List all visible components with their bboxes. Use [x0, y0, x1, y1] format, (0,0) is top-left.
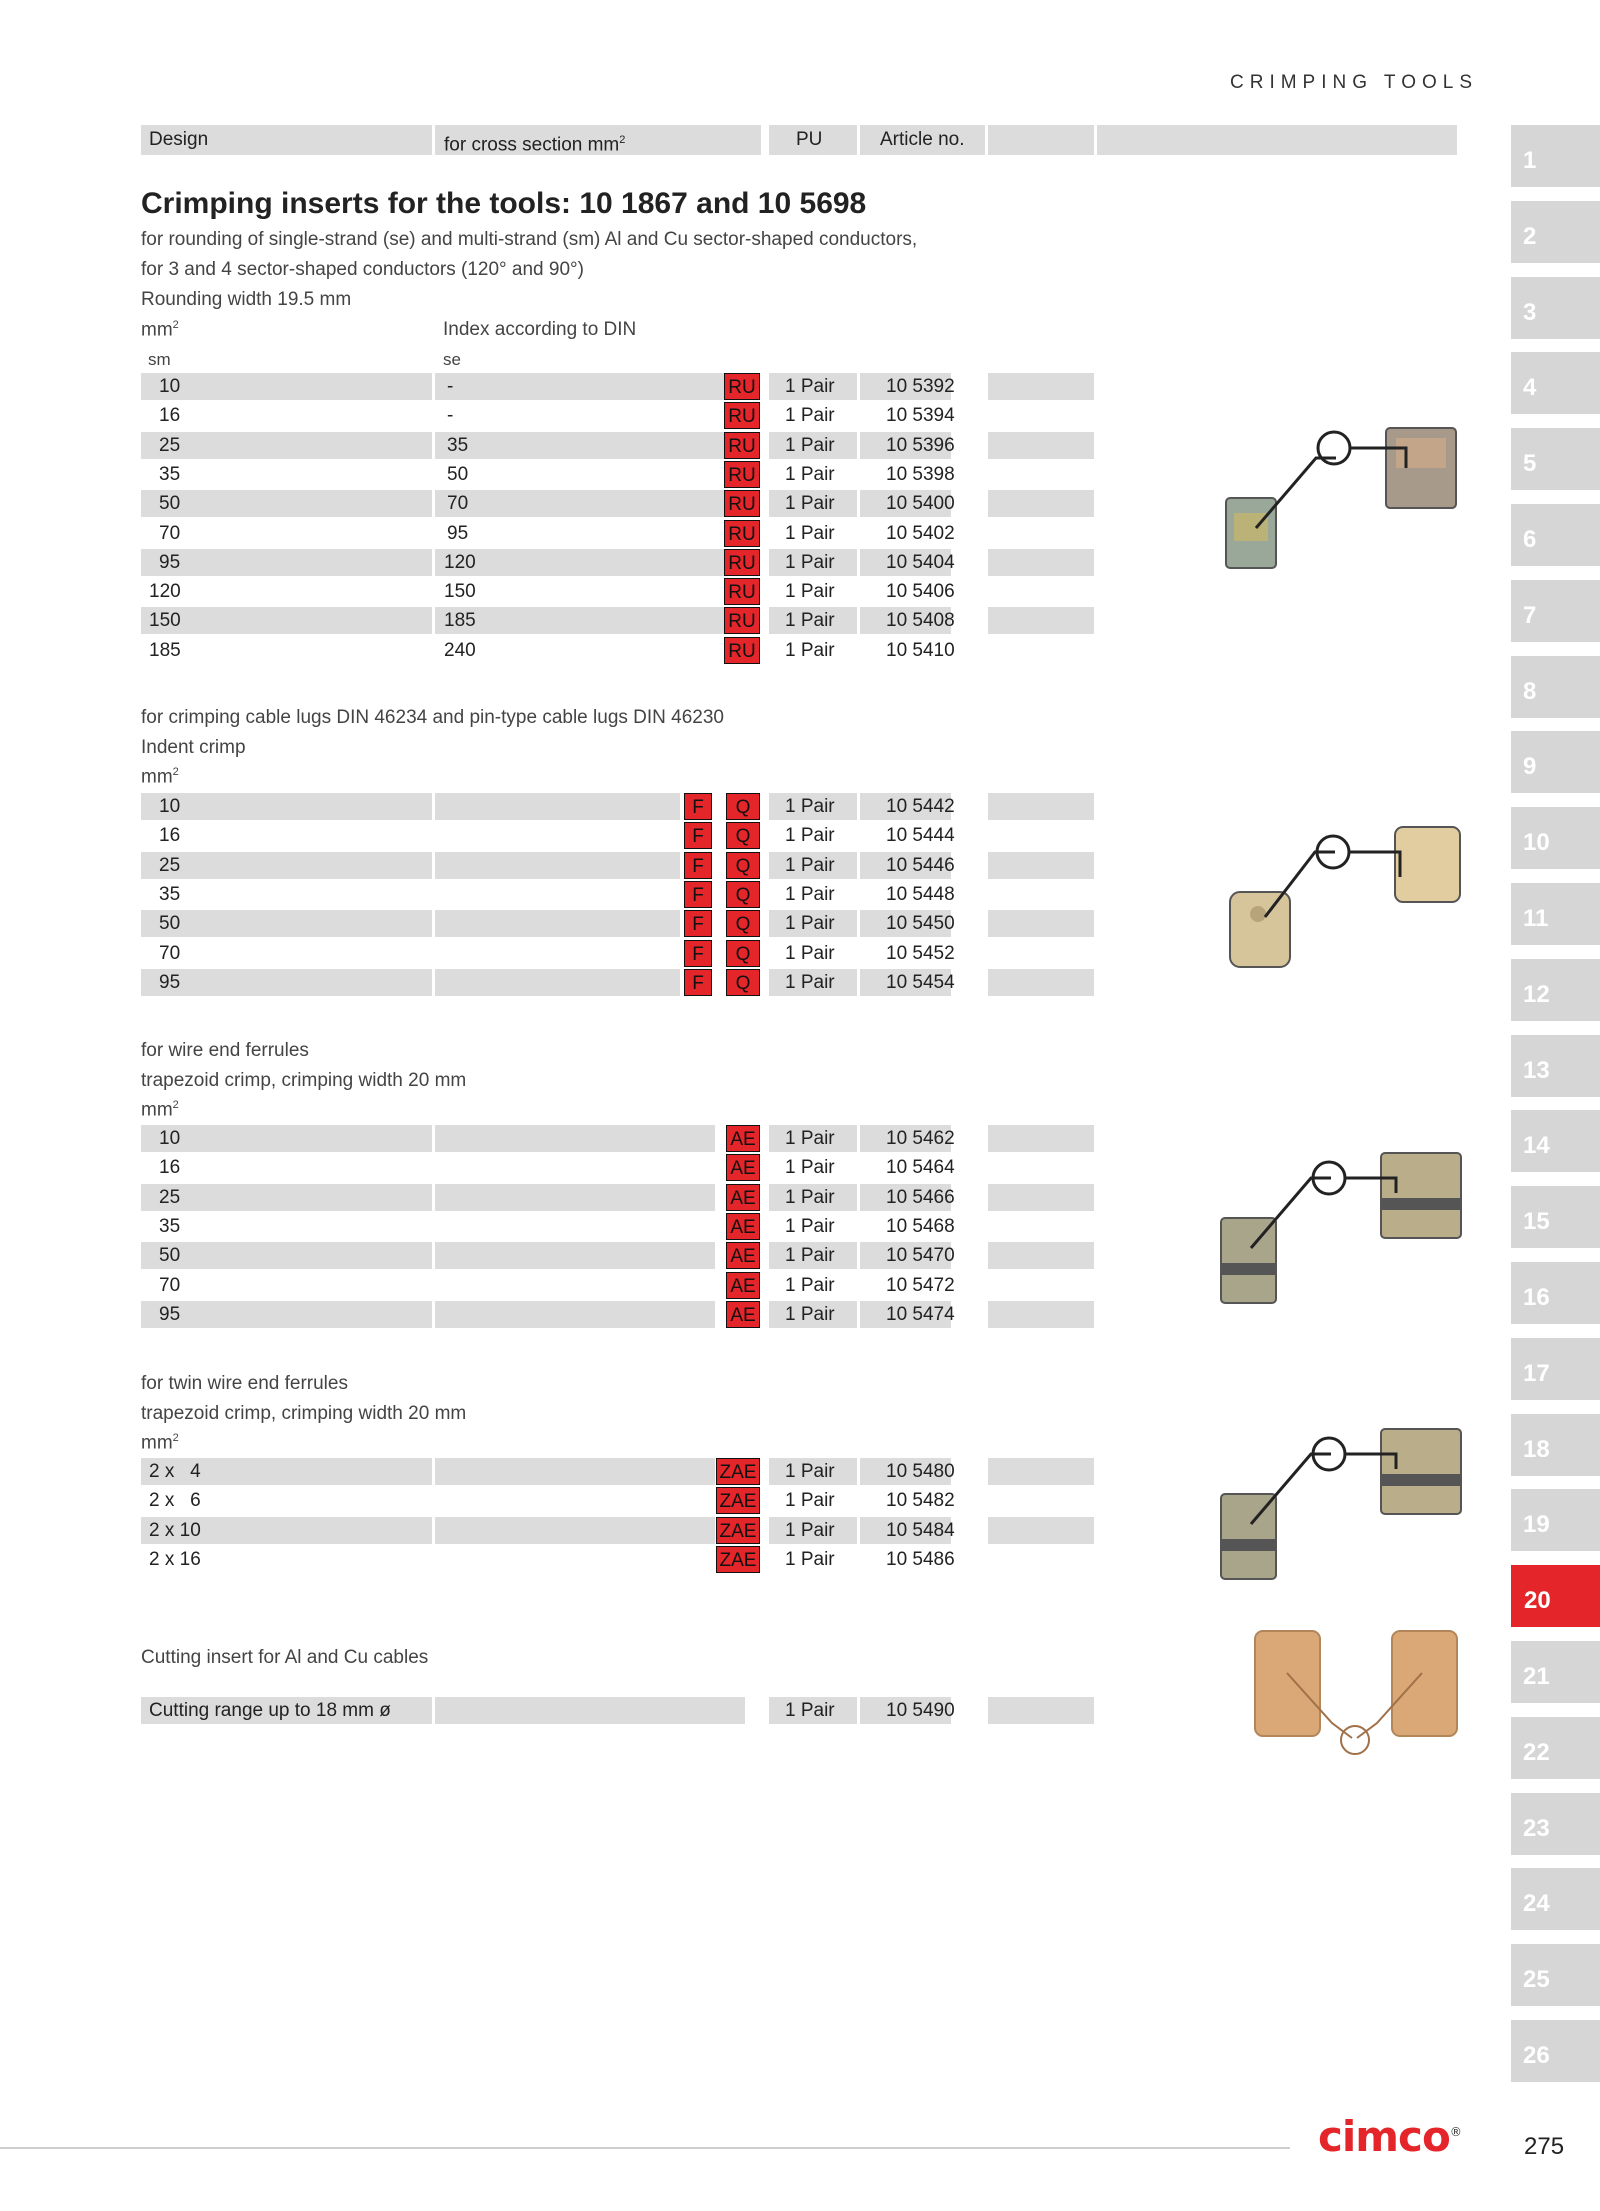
extra-cell — [988, 461, 1094, 488]
index-tag: AE — [726, 1301, 760, 1328]
chapter-tab-2[interactable]: 2 — [1511, 201, 1600, 263]
section1-unit: $mm^2$ — [141, 319, 179, 341]
section1-sm-label: sm — [148, 350, 171, 369]
pu-cell: 1 Pair — [769, 969, 857, 996]
blank-cell — [435, 1517, 715, 1544]
table-row — [141, 852, 1094, 879]
table-row — [141, 940, 1094, 967]
pu-cell: 1 Pair — [785, 640, 835, 661]
blank-cell — [435, 1546, 715, 1573]
page-number: 275 — [1524, 2133, 1565, 2160]
article-cell: 10 5452 — [886, 943, 955, 964]
article-cell: 10 5400 — [860, 490, 951, 517]
table-row — [141, 1213, 1094, 1240]
pu-cell: 1 Pair — [785, 1157, 835, 1178]
index-tag-f: F — [684, 793, 712, 820]
section5-desc1: Cutting insert for Al and Cu cables — [141, 1647, 429, 1668]
col-cross-section: for cross section $mm^2$ — [435, 125, 761, 155]
table-row — [141, 637, 1094, 664]
article-cell: 10 5410 — [886, 640, 955, 661]
blank-cell — [435, 910, 680, 937]
pu-cell: 1 Pair — [769, 910, 857, 937]
cimco-logo: cimco® — [1318, 2112, 1461, 2161]
size-sm-cell: 95 — [141, 549, 432, 576]
chapter-tab-25[interactable]: 25 — [1511, 1944, 1600, 2006]
extra-cell — [988, 852, 1094, 879]
index-tag: AE — [726, 1213, 760, 1240]
table-row — [141, 607, 1094, 634]
extra-cell — [988, 1154, 1094, 1181]
size-sm-cell: 35 — [159, 464, 181, 485]
indent-crimp-insert-image — [1220, 822, 1470, 982]
size-sm-cell: 16 — [159, 405, 181, 426]
size-cell: 2 x 16 — [149, 1549, 201, 1570]
size-cell: 35 — [159, 1216, 181, 1237]
pu-cell: 1 Pair — [785, 884, 835, 905]
table-row — [141, 578, 1094, 605]
extra-cell — [988, 1213, 1094, 1240]
pu-cell: 1 Pair — [769, 432, 857, 459]
size-cell: 35 — [159, 884, 181, 905]
blank-cell — [435, 1125, 715, 1152]
index-tag: RU — [724, 520, 760, 547]
index-tag-q: Q — [726, 969, 760, 996]
section1-desc1: for rounding of single-strand (se) and multi-strand (sm) Al and Cu sector-shaped conductors, — [141, 229, 918, 250]
section2-unit: $mm^2$ — [141, 766, 179, 788]
blank-cell — [435, 822, 680, 849]
blank-cell — [435, 793, 680, 820]
index-tag: ZAE — [716, 1458, 760, 1485]
size-se-cell: 70 — [435, 490, 745, 517]
size-cell: 50 — [141, 1242, 432, 1269]
index-tag: RU — [724, 607, 760, 634]
article-cell: 10 5396 — [860, 432, 951, 459]
article-cell: 10 5464 — [886, 1157, 955, 1178]
blank-cell — [435, 1213, 715, 1240]
size-sm-cell: 10 — [141, 373, 432, 400]
pu-cell: 1 Pair — [769, 1125, 857, 1152]
section3-desc2: trapezoid crimp, crimping width 20 mm — [141, 1070, 467, 1091]
index-tag: RU — [724, 578, 760, 605]
table-row — [141, 1301, 1094, 1328]
cutting-blank — [435, 1697, 745, 1724]
extra-cell — [988, 490, 1094, 517]
index-tag-q: Q — [726, 910, 760, 937]
index-tag-f: F — [684, 881, 712, 908]
size-cell: 16 — [159, 1157, 181, 1178]
size-cell: 70 — [159, 1275, 181, 1296]
article-cell: 10 5486 — [886, 1549, 955, 1570]
pu-cell: 1 Pair — [769, 490, 857, 517]
table-row — [141, 373, 1094, 400]
extra-cell — [988, 1487, 1094, 1514]
col-design: Design — [141, 125, 432, 155]
blank-cell — [435, 881, 680, 908]
size-se-cell: 50 — [447, 464, 469, 485]
pu-cell: 1 Pair — [769, 852, 857, 879]
index-tag-q: Q — [726, 822, 760, 849]
chapter-tab-15[interactable]: 15 — [1511, 1186, 1600, 1248]
extra-cell — [988, 969, 1094, 996]
size-se-cell: - — [435, 373, 745, 400]
pu-cell: 1 Pair — [769, 1242, 857, 1269]
index-tag: RU — [724, 461, 760, 488]
section2-desc1: for crimping cable lugs DIN 46234 and pin-type cable lugs DIN 46230 — [141, 707, 724, 728]
article-cell: 10 5482 — [886, 1490, 955, 1511]
size-se-cell: 95 — [447, 523, 469, 544]
extra-cell — [988, 637, 1094, 664]
index-tag-q: Q — [726, 940, 760, 967]
pu-cell: 1 Pair — [785, 523, 835, 544]
index-tag-f: F — [684, 969, 712, 996]
extra-cell — [988, 1242, 1094, 1269]
index-tag: AE — [726, 1242, 760, 1269]
size-se-cell: 240 — [444, 640, 476, 661]
table-row — [141, 1546, 1094, 1573]
table-row — [141, 822, 1094, 849]
extra-cell — [988, 402, 1094, 429]
rounding-insert-image — [1216, 418, 1466, 593]
section3-desc1: for wire end ferrules — [141, 1040, 309, 1061]
table-row — [141, 549, 1094, 576]
article-cell: 10 5480 — [860, 1458, 951, 1485]
size-cell: 2 x 6 — [149, 1490, 201, 1511]
index-tag: RU — [724, 549, 760, 576]
table-row — [141, 1242, 1094, 1269]
index-tag: RU — [724, 432, 760, 459]
size-sm-cell: 150 — [141, 607, 432, 634]
blank-cell — [435, 1242, 715, 1269]
pu-cell: 1 Pair — [769, 1517, 857, 1544]
chapter-tab-7[interactable]: 7 — [1511, 580, 1600, 642]
section4-desc1: for twin wire end ferrules — [141, 1373, 348, 1394]
pu-cell: 1 Pair — [769, 1184, 857, 1211]
extra-cell — [988, 607, 1094, 634]
pu-cell: 1 Pair — [785, 825, 835, 846]
col-article: Article no. — [860, 125, 985, 155]
footer-divider — [0, 2147, 1290, 2149]
chapter-tab-14[interactable]: 14 — [1511, 1110, 1600, 1172]
table-row — [141, 881, 1094, 908]
index-tag-f: F — [684, 940, 712, 967]
twin-ferrule-insert-image — [1216, 1424, 1466, 1589]
pu-cell: 1 Pair — [785, 943, 835, 964]
chapter-tab-16[interactable]: 16 — [1511, 1262, 1600, 1324]
index-tag: AE — [726, 1154, 760, 1181]
extra-cell — [988, 432, 1094, 459]
size-sm-cell: 50 — [141, 490, 432, 517]
table-row — [141, 432, 1094, 459]
size-cell: 25 — [141, 852, 432, 879]
chapter-tab-20[interactable]: 20 — [1511, 1565, 1600, 1627]
extra-cell — [988, 1272, 1094, 1299]
size-cell: 50 — [141, 910, 432, 937]
section-title: CRIMPING TOOLS — [1230, 72, 1478, 93]
table-row — [141, 1458, 1094, 1485]
chapter-tab-26[interactable]: 26 — [1511, 2020, 1600, 2082]
chapter-tab-21[interactable]: 21 — [1511, 1641, 1600, 1703]
index-tag: ZAE — [716, 1517, 760, 1544]
table-row — [141, 793, 1094, 820]
extra-cell — [988, 1301, 1094, 1328]
pu-cell: 1 Pair — [769, 1301, 857, 1328]
article-cell: 10 5472 — [886, 1275, 955, 1296]
cutting-extra — [988, 1697, 1094, 1724]
chapter-tab-24[interactable]: 24 — [1511, 1868, 1600, 1930]
pu-cell: 1 Pair — [769, 793, 857, 820]
pu-cell: 1 Pair — [785, 405, 835, 426]
size-cell: 2 x 4 — [141, 1458, 432, 1485]
pu-cell: 1 Pair — [769, 549, 857, 576]
pu-cell: 1 Pair — [785, 1549, 835, 1570]
table-row — [141, 1487, 1094, 1514]
extra-cell — [988, 1517, 1094, 1544]
chapter-tab-19[interactable]: 19 — [1511, 1489, 1600, 1551]
index-tag: RU — [724, 637, 760, 664]
article-cell: 10 5408 — [860, 607, 951, 634]
table-row — [141, 1517, 1094, 1544]
index-tag-f: F — [684, 910, 712, 937]
chapter-tab-10[interactable]: 10 — [1511, 807, 1600, 869]
table-row — [141, 1125, 1094, 1152]
article-cell: 10 5468 — [886, 1216, 955, 1237]
extra-cell — [988, 373, 1094, 400]
table-row — [141, 969, 1094, 996]
col-pu: PU — [769, 125, 857, 155]
extra-cell — [988, 1546, 1094, 1573]
section1-desc3: Rounding width 19.5 mm — [141, 289, 352, 310]
section4-unit: $mm^2$ — [141, 1432, 179, 1454]
article-cell: 10 5444 — [886, 825, 955, 846]
extra-cell — [988, 1184, 1094, 1211]
chapter-tab-6[interactable]: 6 — [1511, 504, 1600, 566]
size-se-cell: 150 — [444, 581, 476, 602]
size-sm-cell: 25 — [141, 432, 432, 459]
section1-se-label: se — [443, 350, 461, 369]
column-header-bar — [141, 125, 1457, 155]
extra-cell — [988, 578, 1094, 605]
size-cell: 95 — [141, 969, 432, 996]
index-tag: RU — [724, 490, 760, 517]
pu-cell: 1 Pair — [785, 581, 835, 602]
article-cell: 10 5398 — [886, 464, 955, 485]
index-tag-f: F — [684, 852, 712, 879]
size-sm-cell: 70 — [159, 523, 181, 544]
col-blank-1 — [988, 125, 1094, 155]
blank-cell — [435, 1301, 715, 1328]
article-cell: 10 5448 — [886, 884, 955, 905]
pu-cell: 1 Pair — [785, 1216, 835, 1237]
pu-cell: 1 Pair — [785, 1275, 835, 1296]
section1-desc2: for 3 and 4 sector-shaped conductors (120° and 90°) — [141, 259, 584, 280]
size-sm-cell: 185 — [149, 640, 181, 661]
index-tag: AE — [726, 1125, 760, 1152]
chapter-tab-3[interactable]: 3 — [1511, 277, 1600, 339]
index-tag-q: Q — [726, 881, 760, 908]
extra-cell — [988, 910, 1094, 937]
wire-end-ferrule-insert-image — [1216, 1148, 1466, 1313]
blank-cell — [435, 852, 680, 879]
index-tag-q: Q — [726, 852, 760, 879]
chapter-tab-13[interactable]: 13 — [1511, 1035, 1600, 1097]
cutting-pu: 1 Pair — [769, 1697, 857, 1724]
table-row — [141, 1184, 1094, 1211]
article-cell: 10 5474 — [860, 1301, 951, 1328]
size-cell: 70 — [159, 943, 181, 964]
extra-cell — [988, 881, 1094, 908]
chapter-tab-17[interactable]: 17 — [1511, 1338, 1600, 1400]
index-tag-f: F — [684, 822, 712, 849]
pu-cell: 1 Pair — [769, 373, 857, 400]
blank-cell — [435, 1154, 715, 1181]
index-tag-q: Q — [726, 793, 760, 820]
cutting-insert-row — [141, 1697, 1094, 1724]
extra-cell — [988, 822, 1094, 849]
article-cell: 10 5446 — [860, 852, 951, 879]
article-cell: 10 5402 — [886, 523, 955, 544]
chapter-tab-12[interactable]: 12 — [1511, 959, 1600, 1021]
col-blank-2 — [1097, 125, 1457, 155]
blank-cell — [435, 940, 680, 967]
pu-cell: 1 Pair — [769, 1458, 857, 1485]
cutting-insert-image — [1252, 1628, 1462, 1758]
index-tag: RU — [724, 373, 760, 400]
article-cell: 10 5484 — [860, 1517, 951, 1544]
cutting-article: 10 5490 — [860, 1697, 951, 1724]
pu-cell: 1 Pair — [785, 1490, 835, 1511]
table-row — [141, 461, 1094, 488]
size-cell: 10 — [141, 1125, 432, 1152]
size-sm-cell: 120 — [149, 581, 181, 602]
index-tag: AE — [726, 1184, 760, 1211]
blank-cell — [435, 1458, 715, 1485]
blank-cell — [435, 1487, 715, 1514]
extra-cell — [988, 793, 1094, 820]
size-cell: 16 — [159, 825, 181, 846]
article-cell: 10 5454 — [860, 969, 951, 996]
extra-cell — [988, 549, 1094, 576]
table-row — [141, 1154, 1094, 1181]
chapter-tab-9[interactable]: 9 — [1511, 731, 1600, 793]
index-tag: AE — [726, 1272, 760, 1299]
table-row — [141, 520, 1094, 547]
article-cell: 10 5470 — [860, 1242, 951, 1269]
article-cell: 10 5450 — [860, 910, 951, 937]
table-row — [141, 1272, 1094, 1299]
size-cell: 25 — [141, 1184, 432, 1211]
extra-cell — [988, 520, 1094, 547]
size-se-cell: 120 — [435, 549, 745, 576]
chapter-tab-5[interactable]: 5 — [1511, 428, 1600, 490]
table-row — [141, 910, 1094, 937]
size-cell: 10 — [141, 793, 432, 820]
table-row — [141, 490, 1094, 517]
index-tag: ZAE — [716, 1546, 760, 1573]
article-cell: 10 5406 — [886, 581, 955, 602]
extra-cell — [988, 1458, 1094, 1485]
section3-unit: $mm^2$ — [141, 1099, 179, 1121]
pu-cell: 1 Pair — [785, 464, 835, 485]
chapter-tab-22[interactable]: 22 — [1511, 1717, 1600, 1779]
section2-desc2: Indent crimp — [141, 737, 246, 758]
blank-cell — [435, 969, 680, 996]
size-cell: 2 x 10 — [141, 1517, 432, 1544]
article-cell: 10 5394 — [886, 405, 955, 426]
article-cell: 10 5466 — [860, 1184, 951, 1211]
article-cell: 10 5404 — [860, 549, 951, 576]
article-cell: 10 5442 — [860, 793, 951, 820]
size-se-cell: - — [447, 405, 454, 426]
size-se-cell: 185 — [435, 607, 745, 634]
chapter-tab-8[interactable]: 8 — [1511, 656, 1600, 718]
article-cell: 10 5462 — [860, 1125, 951, 1152]
table-row — [141, 402, 1094, 429]
chapter-tab-4[interactable]: 4 — [1511, 352, 1600, 414]
index-tag: ZAE — [716, 1487, 760, 1514]
article-cell: 10 5392 — [860, 373, 951, 400]
extra-cell — [988, 1125, 1094, 1152]
blank-cell — [435, 1184, 715, 1211]
page-title: Crimping inserts for the tools: 10 1867 and 10 5698 — [141, 187, 867, 220]
pu-cell: 1 Pair — [769, 607, 857, 634]
extra-cell — [988, 940, 1094, 967]
cutting-label: Cutting range up to 18 mm ø — [141, 1697, 432, 1724]
chapter-tab-18[interactable]: 18 — [1511, 1414, 1600, 1476]
blank-cell — [435, 1272, 715, 1299]
chapter-tab-23[interactable]: 23 — [1511, 1793, 1600, 1855]
index-tag: RU — [724, 402, 760, 429]
section1-index-label: Index according to DIN — [443, 319, 637, 340]
size-cell: 95 — [141, 1301, 432, 1328]
size-se-cell: 35 — [435, 432, 745, 459]
section4-desc2: trapezoid crimp, crimping width 20 mm — [141, 1403, 467, 1424]
chapter-tab-1[interactable]: 1 — [1511, 125, 1600, 187]
chapter-tab-11[interactable]: 11 — [1511, 883, 1600, 945]
